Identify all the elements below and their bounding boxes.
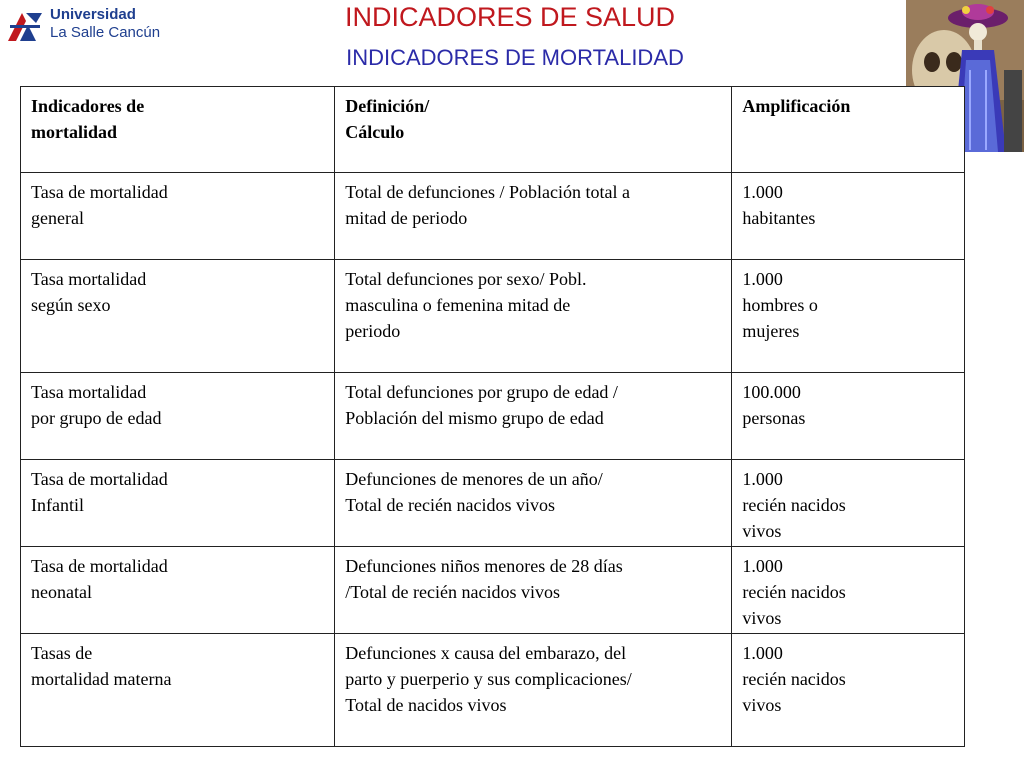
amplification-cell: 1.000 recién nacidos vivos [732, 634, 965, 747]
definition-cell: Defunciones de menores de un año/ Total de recién nacidos vivos [335, 460, 732, 547]
amplification-cell: 1.000 recién nacidos vivos [732, 460, 965, 547]
amplification-cell: 1.000 hombres o mujeres [732, 260, 965, 373]
page-subtitle: INDICADORES DE MORTALIDAD [346, 45, 684, 70]
amplification-cell: 1.000 habitantes [732, 173, 965, 260]
table-row [21, 634, 965, 747]
indicator-cell: Tasa de mortalidad Infantil [21, 460, 335, 547]
table-row [21, 260, 965, 373]
header-definition: Definición/ Cálculo [335, 87, 732, 173]
indicator-cell: Tasa mortalidad según sexo [21, 260, 335, 373]
table-row [21, 373, 965, 460]
page-title: INDICADORES DE SALUD [344, 2, 676, 32]
table-row [21, 547, 965, 634]
header-indicator: Indicadores de mortalidad [21, 87, 335, 173]
amplification-cell: 1.000 recién nacidos vivos [732, 547, 965, 634]
logo-line1: Universidad [50, 6, 136, 23]
indicator-cell: Tasa de mortalidad neonatal [21, 547, 335, 634]
table-header-row [21, 87, 965, 173]
definition-cell: Total defunciones por sexo/ Pobl. masculina o femenina mitad de periodo [335, 260, 732, 373]
table-row [21, 173, 965, 260]
definition-cell: Total defunciones por grupo de edad / Población del mismo grupo de edad [335, 373, 732, 460]
indicator-cell: Tasa de mortalidad general [21, 173, 335, 260]
la-salle-emblem-icon [6, 5, 44, 43]
amplification-cell: 100.000 personas [732, 373, 965, 460]
mortality-indicators-table [20, 86, 965, 747]
logo-line2: La Salle Cancún [50, 24, 161, 41]
university-logo [6, 4, 176, 46]
definition-cell: Defunciones niños menores de 28 días /Total de recién nacidos vivos [335, 547, 732, 634]
header-amplification: Amplificación [732, 87, 965, 173]
indicator-cell: Tasas de mortalidad materna [21, 634, 335, 747]
definition-cell: Total de defunciones / Población total a mitad de periodo [335, 173, 732, 260]
definition-cell: Defunciones x causa del embarazo, del parto y puerperio y sus complicaciones/ Total de nacidos vivos [335, 634, 732, 747]
indicator-cell: Tasa mortalidad por grupo de edad [21, 373, 335, 460]
table-row [21, 460, 965, 547]
